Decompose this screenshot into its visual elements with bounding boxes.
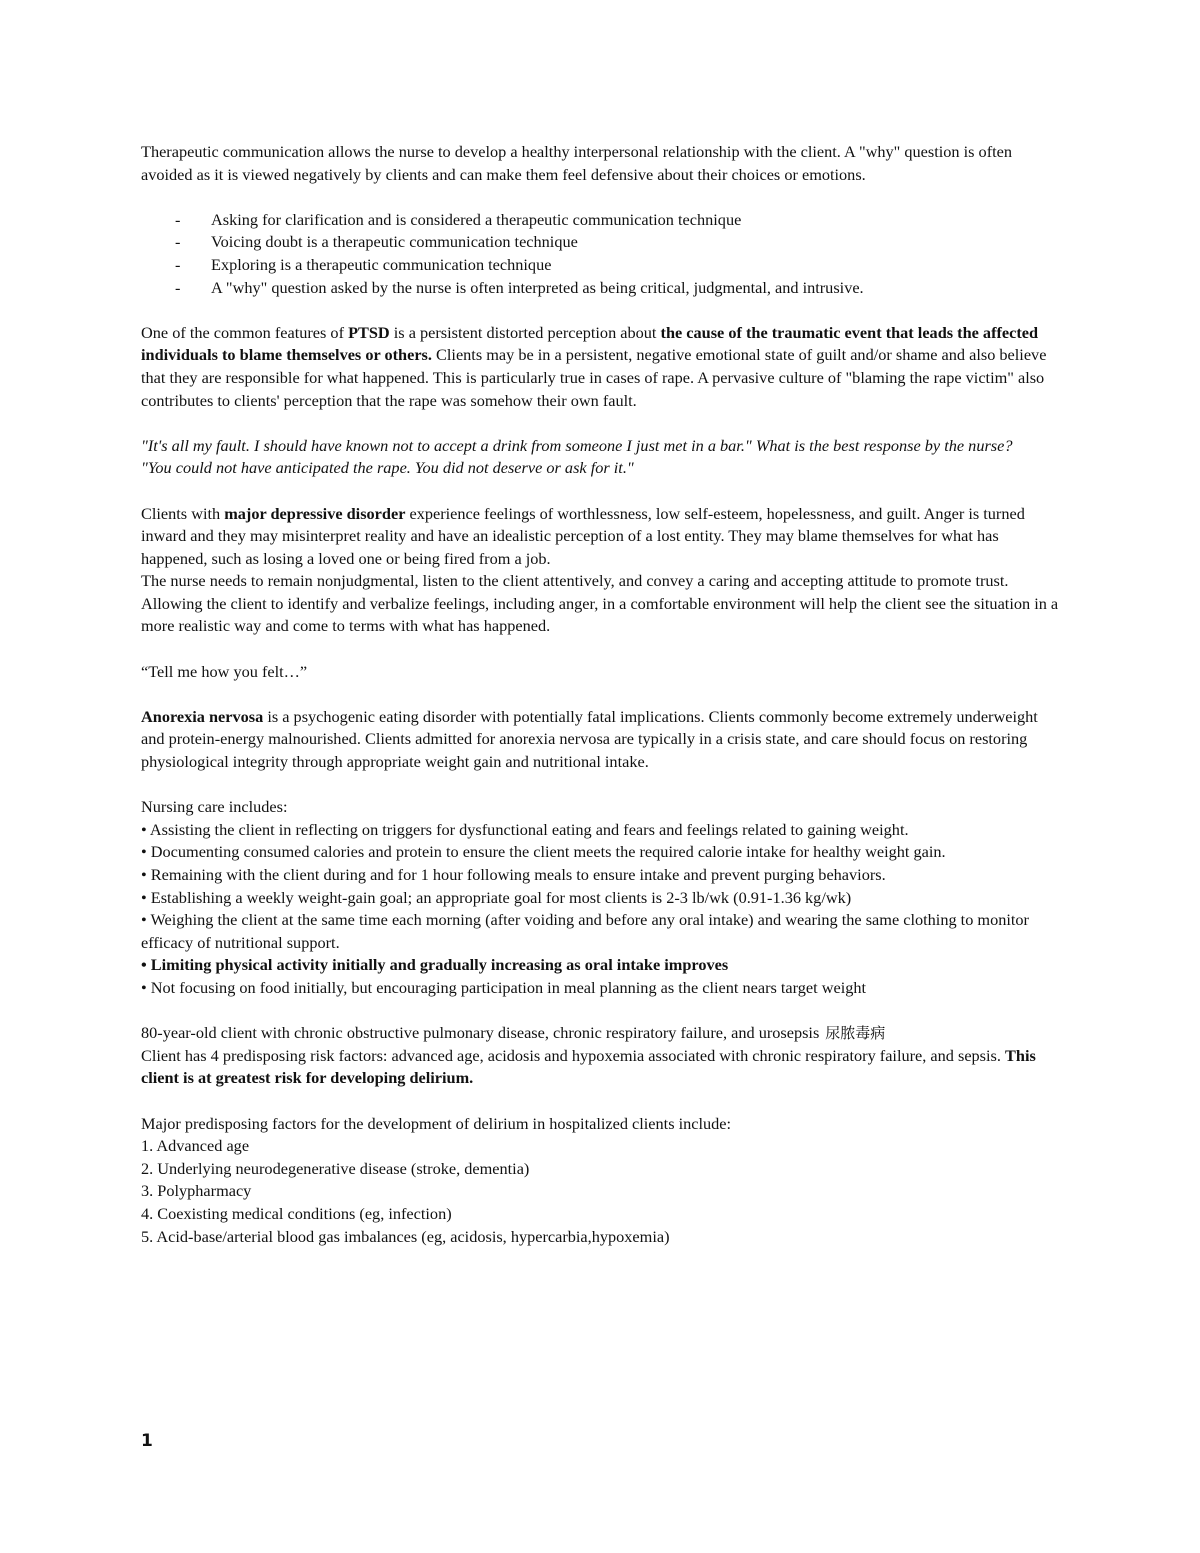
delirium-case-detail: Client has 4 predisposing risk factors: advanced age, acidosis and hypoxemia associated with chronic respiratory failure, and sepsis. This client is at greatest risk for developing delirium. xyxy=(141,1045,1036,1088)
list-item: - A "why" question asked by the nurse is often interpreted as being critical, judgmental, and intrusive. xyxy=(141,277,1059,300)
spacer xyxy=(141,683,1059,706)
nursing-care-item: • Documenting consumed calories and protein to ensure the client meets the required calorie intake for healthy weight gain. xyxy=(141,842,946,862)
delirium-factor: 2. Underlying neurodegenerative disease (stroke, dementia) xyxy=(141,1158,530,1178)
delirium-case-line: 80-year-old client with chronic obstructive pulmonary disease, chronic respiratory failure, and urosepsis 尿脓毒病 xyxy=(141,1023,886,1043)
spacer xyxy=(141,1090,1059,1113)
nursing-care-heading: Nursing care includes: xyxy=(141,797,288,817)
dash-bullet: - xyxy=(175,209,181,229)
delirium-emphasis: This client is at greatest risk for developing delirium. xyxy=(141,1045,1036,1088)
list-item: - Exploring is a therapeutic communication technique xyxy=(141,254,1059,277)
term-mdd: major depressive disorder xyxy=(224,503,406,523)
paragraph-therapeutic-communication: Therapeutic communication allows the nurse to develop a healthy interpersonal relationship with the client. A "why" question is often avoided as it is viewed negatively by clients and can make them feel defensive about their choices or emotions. xyxy=(141,142,1013,184)
spacer xyxy=(141,412,1059,435)
delirium-factors-heading: Major predisposing factors for the development of delirium in hospitalized clients include: xyxy=(141,1113,732,1133)
nursing-care-item: • Weighing the client at the same time each morning (after voiding and before any oral intake) and wearing the same clothing to monitor efficacy of nutritional support. xyxy=(141,910,1029,952)
nursing-care-item: • Establishing a weekly weight-gain goal; an appropriate goal for most clients is 2-3 lb/wk (0.91-1.36 kg/wk) xyxy=(141,887,852,907)
communication-list xyxy=(141,209,1059,299)
spacer xyxy=(141,186,1059,209)
term-anorexia: Anorexia nervosa xyxy=(141,706,264,726)
spacer xyxy=(141,480,1059,503)
delirium-factor: 1. Advanced age xyxy=(141,1136,250,1156)
page-number: 1 xyxy=(141,1431,153,1451)
ptsd-emphasis: the cause of the traumatic event that leads the affected individuals to blame themselves or others. xyxy=(141,322,1039,365)
nursing-care-item: • Remaining with the client during and for 1 hour following meals to ensure intake and prevent purging behaviors. xyxy=(141,865,886,884)
example-response: “Tell me how you felt…” xyxy=(141,661,308,681)
spacer xyxy=(141,1000,1059,1023)
paragraph-mdd-nursing: The nurse needs to remain nonjudgmental, listen to the client attentively, and convey a caring and accepting attitude to promote trust. Allowing the client to identify and verbalize feelings, including anger, in a comfortable environment will help the client see the situation in a more realistic way and come to terms with what has happened. xyxy=(141,571,1059,636)
nursing-care-item-bold: • Limiting physical activity initially and gradually increasing as oral intake improves xyxy=(141,955,729,975)
paragraph-mdd: Clients with major depressive disorder experience feelings of worthlessness, low self-esteem, hopelessness, and guilt. Anger is turned inward and they may misinterpret reality and have an idealistic perception of a lost entity. They may blame themselves for what has happened, such as losing a loved one or being fired from a job. xyxy=(141,503,1025,568)
spacer xyxy=(141,299,1059,322)
dash-bullet: - xyxy=(175,232,181,252)
delirium-factor: 3. Polypharmacy xyxy=(141,1181,252,1201)
term-ptsd: PTSD xyxy=(348,322,390,342)
spacer xyxy=(141,774,1059,797)
list-item: - Asking for clarification and is considered a therapeutic communication technique xyxy=(141,209,1059,232)
quote-answer: "You could not have anticipated the rape. You did not deserve or ask for it." xyxy=(141,458,634,478)
document-page xyxy=(141,141,1059,1248)
paragraph-ptsd: One of the common features of PTSD is a persistent distorted perception about the cause of the traumatic event that leads the affected individuals to blame themselves or others. Clients may be in a persistent, negative emotional state of guilt and/or shame and also believe that they are responsible for what happened. This is particularly true in cases of rape. A pervasive culture of "blaming the rape victim" also contributes to clients' perception that the rape was somehow their own fault. xyxy=(141,322,1047,410)
spacer xyxy=(141,638,1059,661)
nursing-care-item: • Assisting the client in reflecting on triggers for dysfunctional eating and fears and feelings related to gaining weight. xyxy=(141,819,909,839)
list-item: - Voicing doubt is a therapeutic communication technique xyxy=(141,231,1059,254)
dash-bullet: - xyxy=(175,277,181,297)
delirium-factor: 5. Acid-base/arterial blood gas imbalances (eg, acidosis, hypercarbia,hypoxemia) xyxy=(141,1226,670,1246)
dash-bullet: - xyxy=(175,254,181,274)
delirium-factor: 4. Coexisting medical conditions (eg, infection) xyxy=(141,1203,452,1223)
paragraph-anorexia: Anorexia nervosa is a psychogenic eating disorder with potentially fatal implications. Clients commonly become extremely underweight and protein-energy malnourished. Clients admitted for anorexia nervosa are typically in a crisis state, and care should focus on restoring physiological integrity through appropriate weight gain and nutritional intake. xyxy=(141,706,1038,772)
chinese-annotation: 尿脓毒病 xyxy=(825,1024,886,1043)
nursing-care-item: • Not focusing on food initially, but encouraging participation in meal planning as the client nears target weight xyxy=(141,977,867,997)
quote-question: "It's all my fault. I should have known not to accept a drink from someone I just met in a bar." What is the best response by the nurse? xyxy=(141,435,1013,455)
